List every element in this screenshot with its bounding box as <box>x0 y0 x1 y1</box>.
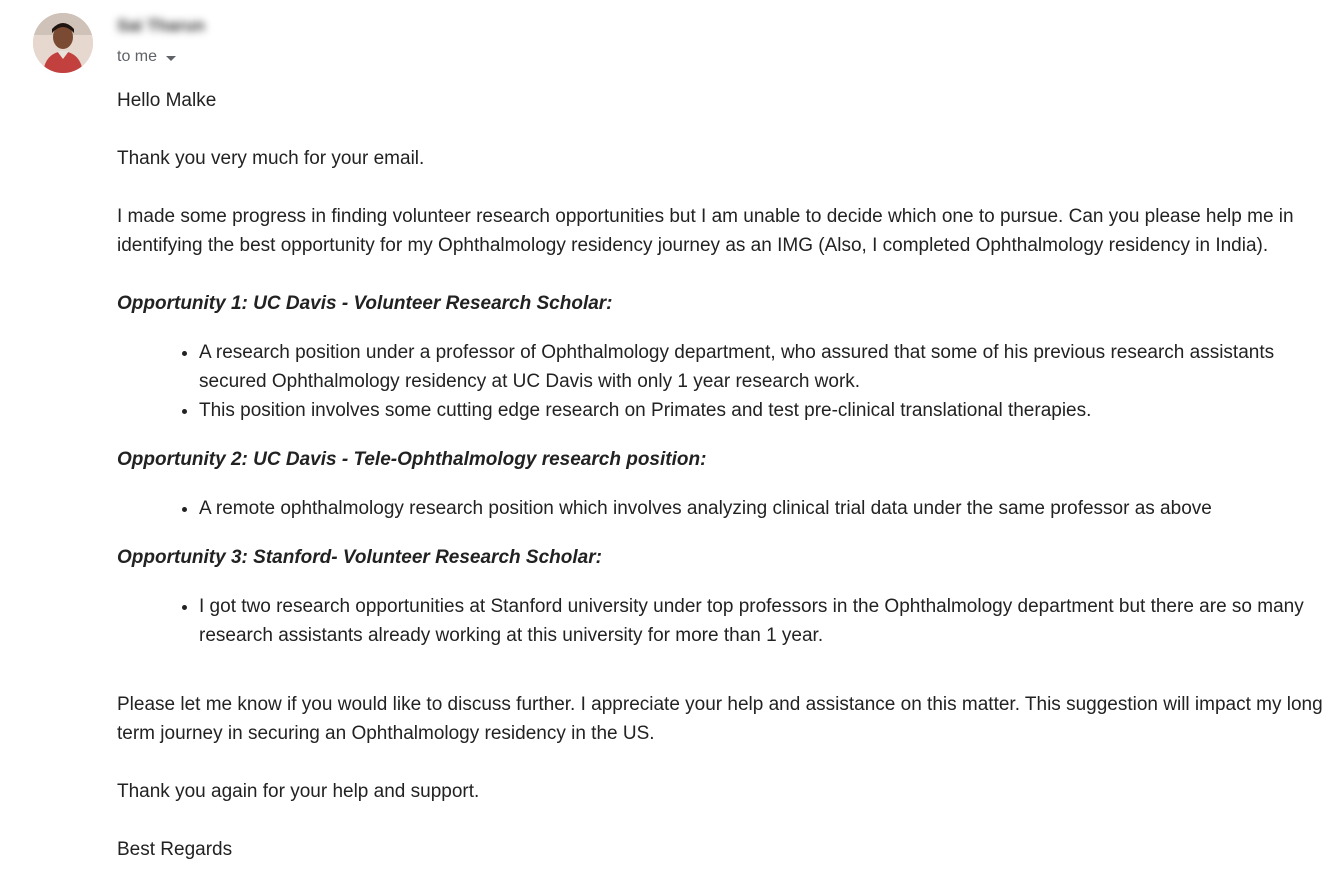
sender-name[interactable]: Sai Tharun <box>117 16 205 35</box>
show-details-caret-icon[interactable] <box>166 56 176 61</box>
greeting: Hello Malke <box>117 90 217 111</box>
opportunity-3-list <box>117 592 1332 650</box>
email-body <box>117 86 1332 893</box>
spacer <box>117 670 1332 690</box>
list-item: • I got two research opportunities at Stanford university under top professors in the Ophthalmology department but there are so many research assistants already working at this university for more than 1 year. <box>199 592 1332 650</box>
list-item: • This position involves some cutting edge research on Primates and test pre-clinical translational therapies. <box>199 396 1332 425</box>
closing-paragraph: Please let me know if you would like to discuss further. I appreciate your help and assistance on this matter. This suggestion will impact my long term journey in securing an Ophthalmology residency in the US. <box>117 694 1323 744</box>
sender-avatar[interactable] <box>33 13 93 73</box>
opportunity-2-heading: Opportunity 2: UC Davis - Tele-Ophthalmology research position: <box>117 449 707 470</box>
opportunity-1-heading: Opportunity 1: UC Davis - Volunteer Research Scholar: <box>117 293 613 314</box>
recipient-label: to me <box>117 48 158 65</box>
list-item: • A remote ophthalmology research position which involves analyzing clinical trial data under the same professor as above <box>199 494 1332 523</box>
avatar-image <box>33 13 93 73</box>
opportunity-3-heading: Opportunity 3: Stanford- Volunteer Research Scholar: <box>117 547 602 568</box>
signoff: Best Regards <box>117 839 233 860</box>
thanks-line: Thank you very much for your email. <box>117 148 425 169</box>
thanks-again-line: Thank you again for your help and support. <box>117 781 480 802</box>
intro-paragraph: I made some progress in finding volunteer research opportunities but I am unable to decide which one to pursue. Can you please help me in identifying the best opportunity for my Ophthalmology residency journey as an IMG (Also, I completed Ophthalmology residency in India). <box>117 206 1294 256</box>
recipient-line[interactable] <box>117 48 176 66</box>
list-item: • A research position under a professor of Ophthalmology department, who assured that some of his previous research assistants secured Ophthalmology residency at UC Davis with only 1 year research work. <box>199 338 1332 396</box>
opportunity-1-list <box>117 338 1332 425</box>
opportunity-2-list <box>117 494 1332 523</box>
